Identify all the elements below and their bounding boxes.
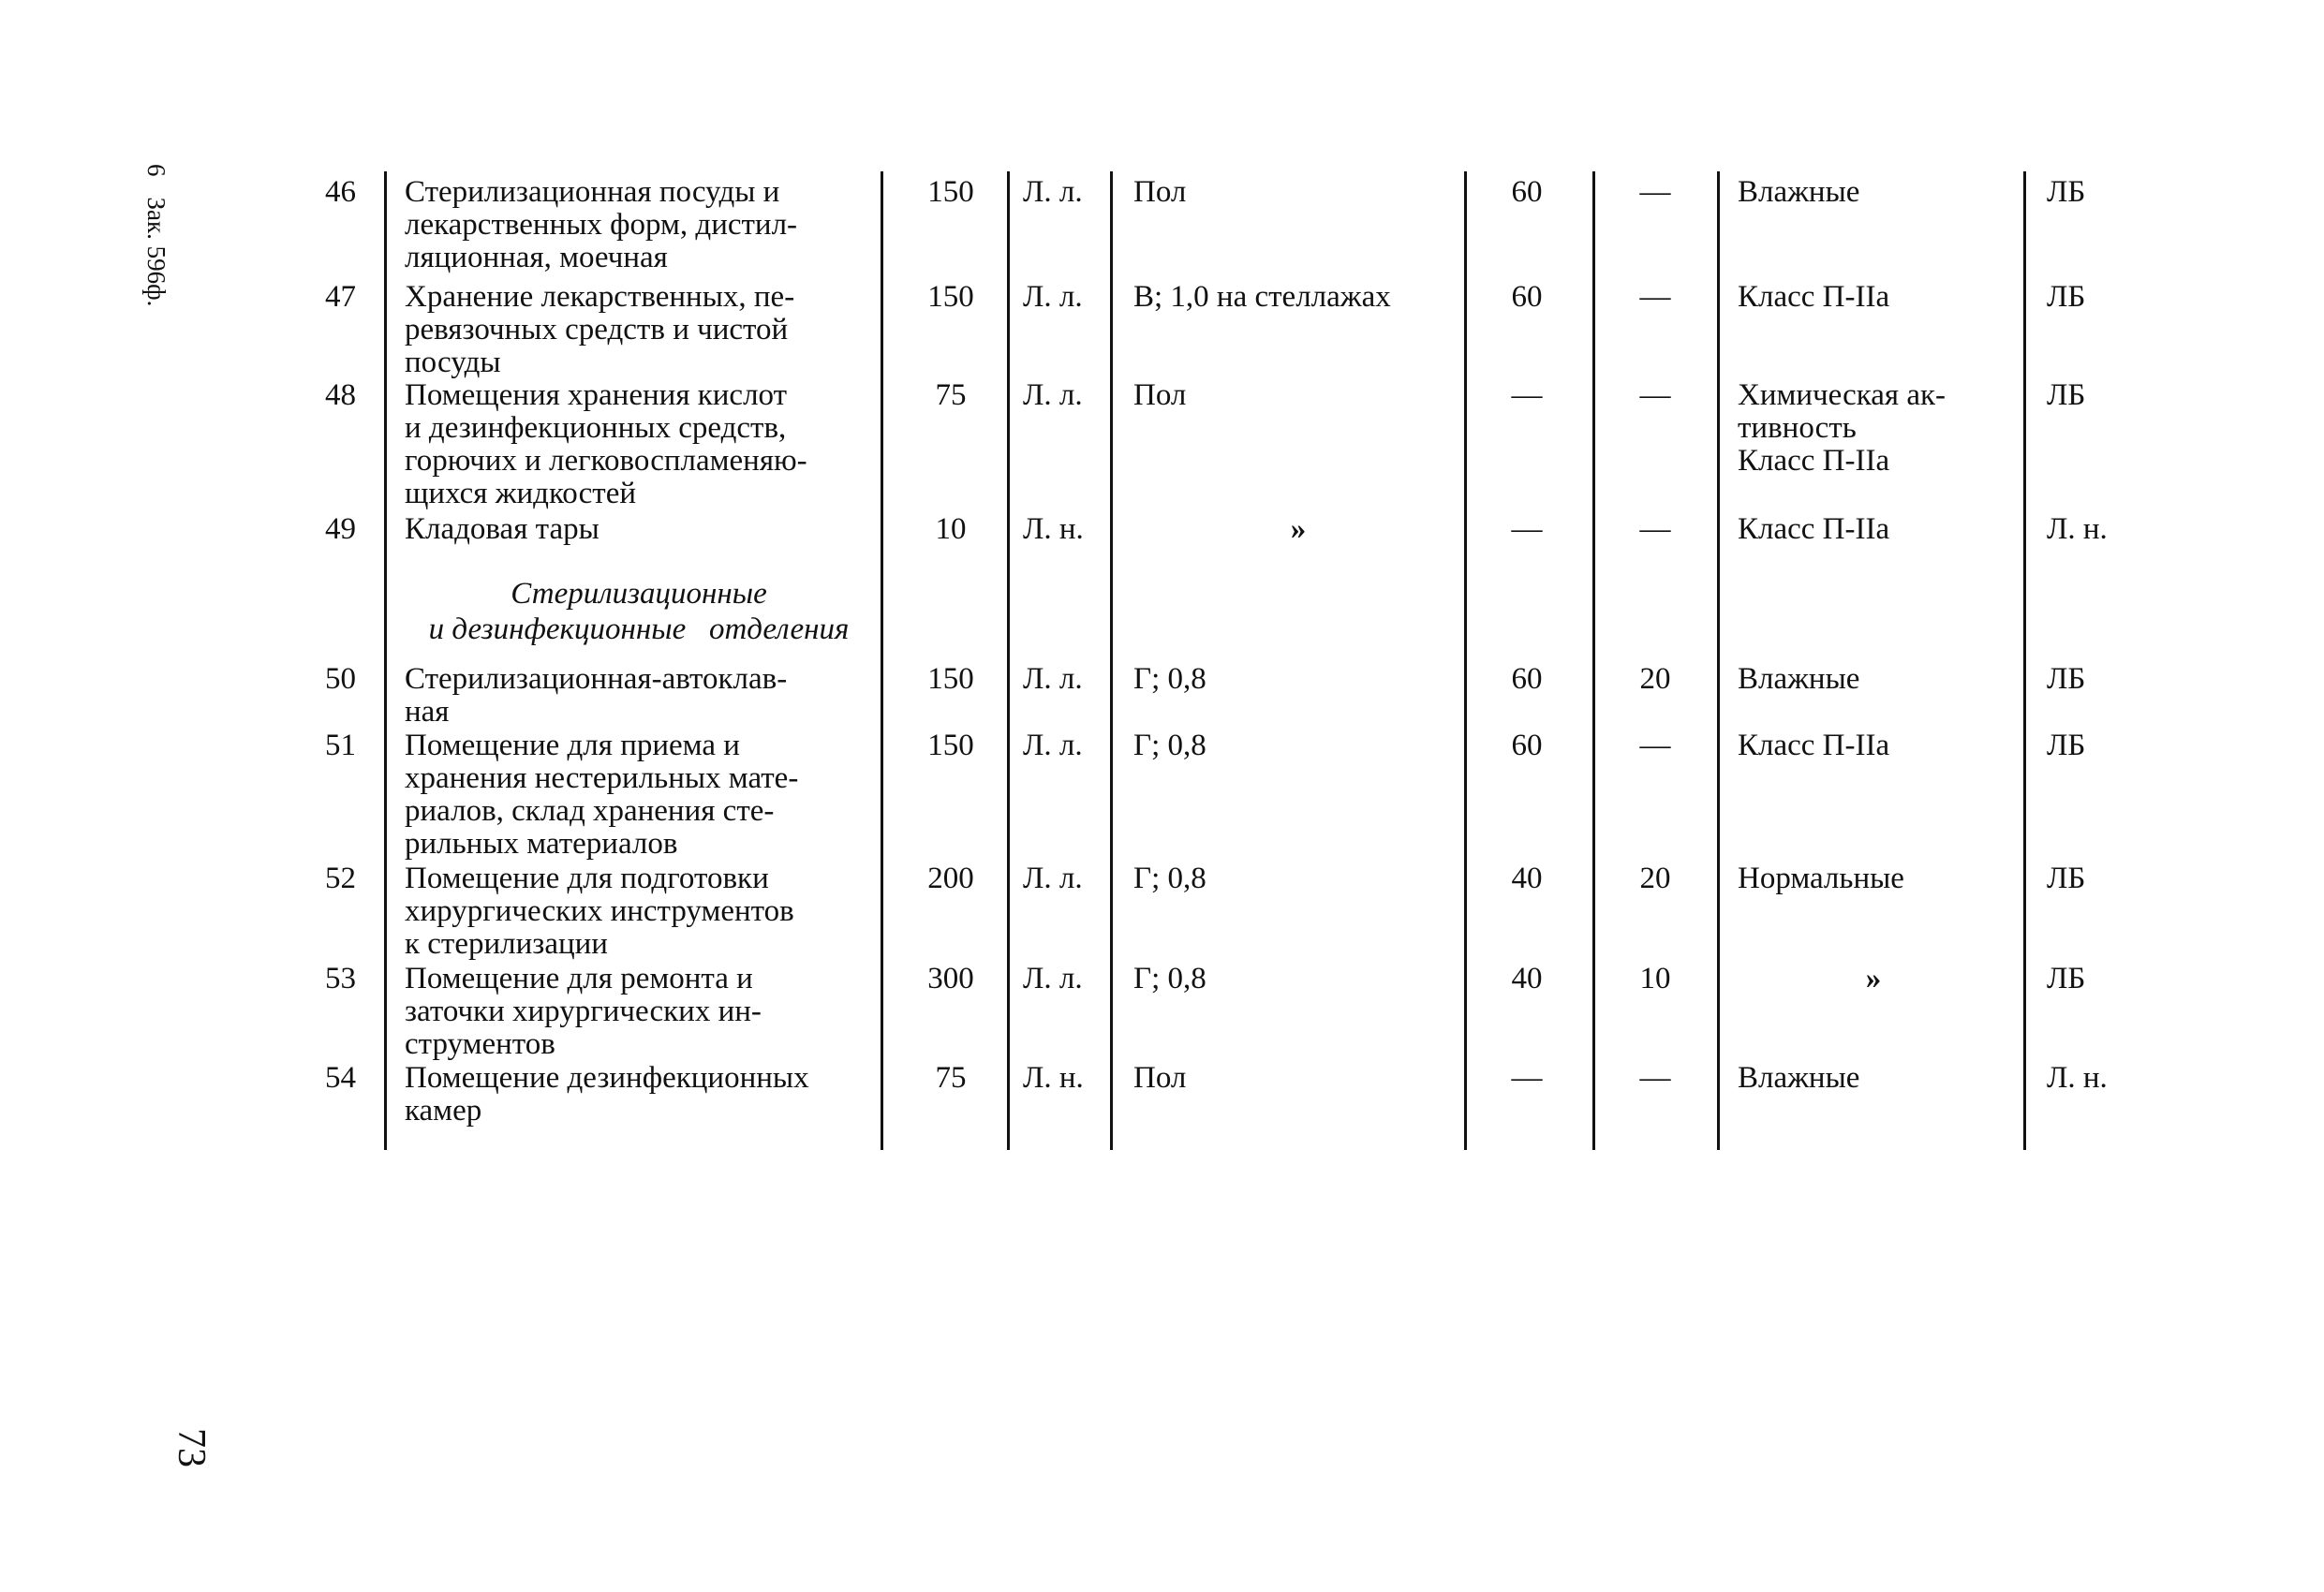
lamp-type: Л. н. xyxy=(1023,512,1084,546)
room-name-line: рильных материалов xyxy=(405,827,678,861)
illuminance-value: 150 xyxy=(927,662,974,696)
room-name-line: Стерилизационная-автоклав- xyxy=(405,662,788,696)
page-number: 73 xyxy=(170,1428,213,1467)
environment-class xyxy=(1738,176,2009,209)
room-name-line: щихся жидкостей xyxy=(405,477,637,510)
room-name-line: Кладовая тары xyxy=(405,512,600,546)
lamp-type: Л. л. xyxy=(1023,175,1083,209)
fixture-type: ЛБ xyxy=(2047,962,2086,995)
illuminance-value: 10 xyxy=(935,512,967,546)
lamp-type: Л. л. xyxy=(1023,862,1083,895)
column-6-value: — xyxy=(1511,378,1543,412)
column-7-value: — xyxy=(1639,512,1671,546)
illuminance-value: 75 xyxy=(935,378,967,412)
fixture-type: Л. н. xyxy=(2047,1061,2108,1095)
lamp-type: Л. л. xyxy=(1023,280,1083,314)
environment-class-line: Влажные xyxy=(1738,1061,1860,1095)
illuminance-value: 300 xyxy=(927,962,974,995)
column-6-value: 60 xyxy=(1511,280,1543,314)
room-name-line: Помещение для приема и xyxy=(405,729,740,762)
room-name-line: камер xyxy=(405,1094,482,1128)
environment-class-line: Класс П-IIа xyxy=(1738,280,1890,314)
column-6-value: 40 xyxy=(1511,862,1543,895)
column-6-value: 40 xyxy=(1511,962,1543,995)
room-name-line: Хранение лекарственных, пе- xyxy=(405,280,795,314)
room-name-line: Помещения хранения кислот xyxy=(405,378,788,412)
room-name xyxy=(405,379,871,510)
environment-class-line: Класс П-IIа xyxy=(1738,729,1890,762)
room-name-line: риалов, склад хранения сте- xyxy=(405,794,775,828)
environment-class xyxy=(1738,862,2009,895)
section-header-line1: Стерилизационные xyxy=(511,577,767,611)
illuminance-value: 75 xyxy=(935,1061,967,1095)
room-name-line: ревязочных средств и чистой xyxy=(405,313,789,346)
room-name xyxy=(405,963,871,1061)
room-name-line: горючих и легковоспламеняю- xyxy=(405,444,807,478)
column-rule-3 xyxy=(1007,171,1010,1150)
fixture-type: ЛБ xyxy=(2047,280,2086,314)
column-6-value: — xyxy=(1511,512,1543,546)
column-7-value: 10 xyxy=(1639,962,1671,995)
margin-note xyxy=(143,164,169,327)
illuminance-value: 150 xyxy=(927,729,974,762)
environment-class xyxy=(1738,663,2009,696)
room-name xyxy=(405,513,871,546)
fixture-type: ЛБ xyxy=(2047,862,2086,895)
column-rule-7 xyxy=(1717,171,1720,1150)
environment-class-line: Класс П-IIа xyxy=(1738,444,1890,478)
room-name xyxy=(405,281,871,379)
fixture-type: Л. н. xyxy=(2047,512,2108,546)
room-name-line: ляционная, моечная xyxy=(405,241,668,274)
row-number: 46 xyxy=(325,175,356,209)
environment-class-line: Влажные xyxy=(1738,175,1860,209)
margin-note-number: 6 xyxy=(142,164,170,177)
row-number: 49 xyxy=(325,512,356,546)
room-name-line: Стерилизационная посуды и xyxy=(405,175,780,209)
environment-class xyxy=(1738,730,2009,762)
lamp-type: Л. л. xyxy=(1023,729,1083,762)
column-6-value: 60 xyxy=(1511,729,1543,762)
environment-class-line: Класс П-IIа xyxy=(1738,512,1890,546)
working-plane: Пол xyxy=(1133,378,1187,412)
column-6-value: — xyxy=(1511,1061,1543,1095)
working-plane: В; 1,0 на стеллажах xyxy=(1133,280,1391,314)
room-name-line: Помещение дезинфекционных xyxy=(405,1061,809,1095)
row-number: 48 xyxy=(325,378,356,412)
environment-class-line: Нормальные xyxy=(1738,862,1904,895)
column-6-value: 60 xyxy=(1511,175,1543,209)
column-7-value: 20 xyxy=(1639,662,1671,696)
room-name xyxy=(405,730,871,861)
column-7-value: — xyxy=(1639,729,1671,762)
fixture-type: ЛБ xyxy=(2047,729,2086,762)
environment-class xyxy=(1738,963,2009,995)
row-number: 54 xyxy=(325,1061,356,1095)
column-7-value: — xyxy=(1639,378,1671,412)
fixture-type: ЛБ xyxy=(2047,662,2086,696)
room-name-line: посуды xyxy=(405,346,501,379)
lamp-type: Л. л. xyxy=(1023,962,1083,995)
column-7-value: — xyxy=(1639,175,1671,209)
illuminance-value: 150 xyxy=(927,280,974,314)
room-name xyxy=(405,1062,871,1128)
working-plane: Г; 0,8 xyxy=(1133,862,1206,895)
room-name-line: струментов xyxy=(405,1027,555,1061)
room-name-line: Помещение для ремонта и xyxy=(405,962,753,995)
working-plane: Г; 0,8 xyxy=(1133,729,1206,762)
row-number: 47 xyxy=(325,280,356,314)
row-number: 50 xyxy=(325,662,356,696)
fixture-type: ЛБ xyxy=(2047,378,2086,412)
room-name-line: ная xyxy=(405,695,450,729)
lamp-type: Л. л. xyxy=(1023,378,1083,412)
working-plane: Г; 0,8 xyxy=(1133,662,1206,696)
fixture-type: ЛБ xyxy=(2047,175,2086,209)
row-number: 53 xyxy=(325,962,356,995)
column-7-value: — xyxy=(1639,1061,1671,1095)
column-6-value: 60 xyxy=(1511,662,1543,696)
row-number: 51 xyxy=(325,729,356,762)
environment-class xyxy=(1738,1062,2009,1095)
environment-class-line: » xyxy=(1865,962,1882,995)
margin-note-text: Зак. 596ф. xyxy=(142,197,170,307)
room-name xyxy=(405,862,871,961)
section-header-line2: и дезинфекционные отделения xyxy=(428,612,850,646)
room-name-line: к стерилизации xyxy=(405,927,608,961)
illuminance-value: 150 xyxy=(927,175,974,209)
column-rule-5 xyxy=(1464,171,1467,1150)
column-rule-6 xyxy=(1592,171,1595,1150)
environment-class xyxy=(1738,281,2009,314)
room-name xyxy=(405,663,871,729)
row-number: 52 xyxy=(325,862,356,895)
column-7-value: — xyxy=(1639,280,1671,314)
room-name-line: заточки хирургических ин- xyxy=(405,995,762,1028)
room-name xyxy=(405,176,871,274)
room-name-line: лекарственных форм, дистил- xyxy=(405,208,798,242)
working-plane: Пол xyxy=(1133,1061,1187,1095)
room-name-line: и дезинфекционных средств, xyxy=(405,411,787,445)
lamp-type: Л. л. xyxy=(1023,662,1083,696)
section-header xyxy=(386,576,892,647)
room-name-line: Помещение для подготовки xyxy=(405,862,769,895)
column-rule-1 xyxy=(384,171,387,1150)
room-name-line: хранения нестерильных мате- xyxy=(405,761,799,795)
column-rule-4 xyxy=(1110,171,1113,1150)
working-plane: Пол xyxy=(1133,175,1187,209)
working-plane: Г; 0,8 xyxy=(1133,962,1206,995)
column-7-value: 20 xyxy=(1639,862,1671,895)
environment-class-line: Химическая ак- xyxy=(1738,378,1947,412)
environment-class xyxy=(1738,513,2009,546)
illuminance-value: 200 xyxy=(927,862,974,895)
column-rule-2 xyxy=(881,171,883,1150)
environment-class-line: Влажные xyxy=(1738,662,1860,696)
working-plane: » xyxy=(1290,512,1307,546)
lamp-type: Л. н. xyxy=(1023,1061,1084,1095)
environment-class xyxy=(1738,379,2009,478)
column-rule-8 xyxy=(2023,171,2026,1150)
environment-class-line: тивность xyxy=(1738,411,1857,445)
room-name-line: хирургических инструментов xyxy=(405,894,794,928)
